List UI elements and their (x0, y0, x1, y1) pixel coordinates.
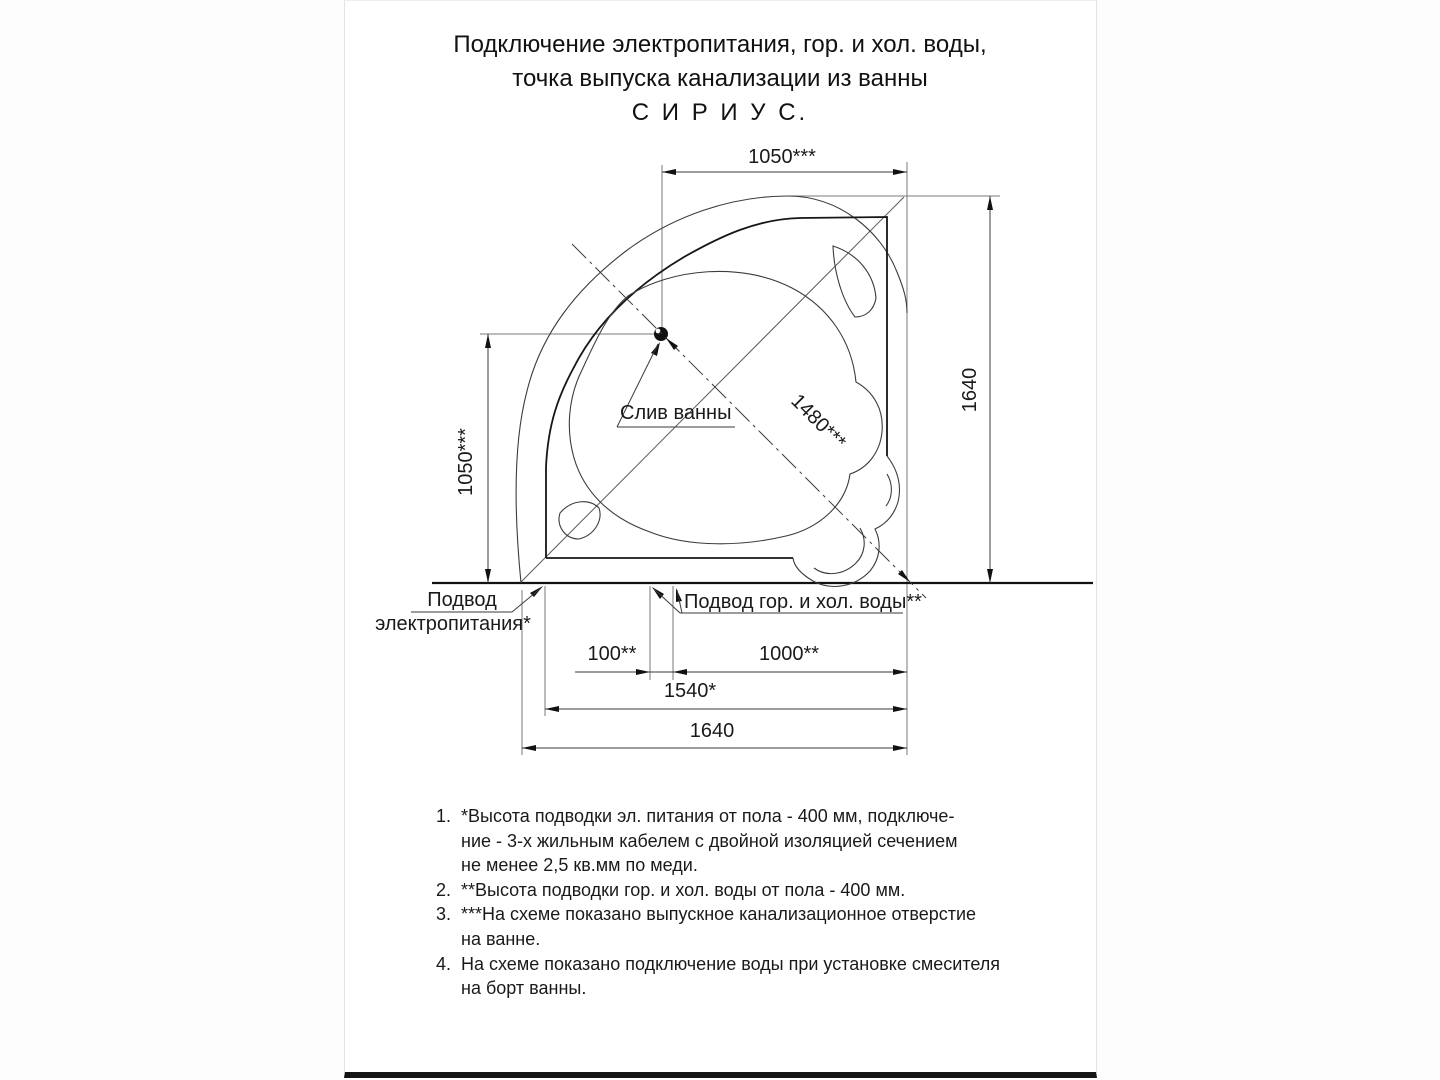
tub-front-bulge-inner (814, 474, 891, 574)
drain-point (654, 327, 668, 341)
label-drain: Слив ванны (620, 402, 732, 424)
footnote-4-line2: на борт ванны. (461, 978, 587, 999)
footnote-3-line1: ***На схеме показано выпускное канализационное отверстие (461, 904, 977, 925)
footnote-1-line1: *Высота подводки эл. питания от пола - 400 мм, подключе- (461, 806, 955, 826)
footnote-4 (436, 952, 1026, 977)
dim-100: 100** (587, 643, 637, 665)
footnote-3 (436, 902, 1026, 927)
dim-top-1050: 1050*** (748, 146, 816, 168)
label-electro-line1: Подвод (427, 589, 497, 611)
tub-corner-detail (559, 502, 600, 539)
tub-front-bulge-outer (793, 456, 900, 586)
footnote-4-line1: На схеме показано подключение воды при установке смесителя (461, 953, 1001, 974)
footnote-2-number: 2. (436, 879, 452, 900)
leader-lines (411, 344, 903, 613)
footnote-1-line2: ние - 3-х жильным кабелем с двойной изоляцией сечением (461, 830, 958, 851)
dimension-arrowheads (485, 169, 993, 751)
title-model-name: С И Р И У С. (631, 99, 809, 126)
footnote-1 (436, 804, 1026, 829)
footnote-3-number: 3. (436, 904, 452, 925)
footnote-4-number: 4. (436, 953, 452, 974)
footnote-2 (436, 878, 1026, 903)
dim-right-1640: 1640 (959, 367, 981, 413)
title-line-1: Подключение электропитания, гор. и хол. воды, (453, 31, 987, 58)
drain-point-highlight (656, 329, 661, 334)
footnote-2-line1: **Высота подводки гор. и хол. воды от пола - 400 мм. (461, 879, 906, 900)
dim-1540: 1540* (663, 680, 717, 702)
label-electro-line2: электропитания* (375, 613, 531, 635)
dim-1000: 1000** (758, 643, 820, 665)
label-water: Подвод гор. и хол. воды** (684, 591, 922, 613)
footnote-1-line3: не менее 2,5 кв.мм по меди. (461, 855, 698, 876)
drain-point-dot (654, 327, 668, 341)
extension-lines (480, 162, 1000, 755)
footnotes (436, 804, 1026, 1001)
footnote-3-line2: на ванне. (461, 928, 541, 949)
dim-bottom-1640: 1640 (689, 720, 735, 742)
dim-left-1050: 1050*** (455, 428, 477, 496)
title-line-2: точка выпуска канализации из ванны (512, 65, 928, 92)
tub-headrest-shape (833, 246, 876, 317)
corner-square-diagonal (521, 197, 904, 582)
dim-diagonal-1480: 1480*** (786, 389, 851, 454)
footnote-1-number: 1. (436, 806, 452, 826)
dimension-lines (488, 172, 990, 748)
